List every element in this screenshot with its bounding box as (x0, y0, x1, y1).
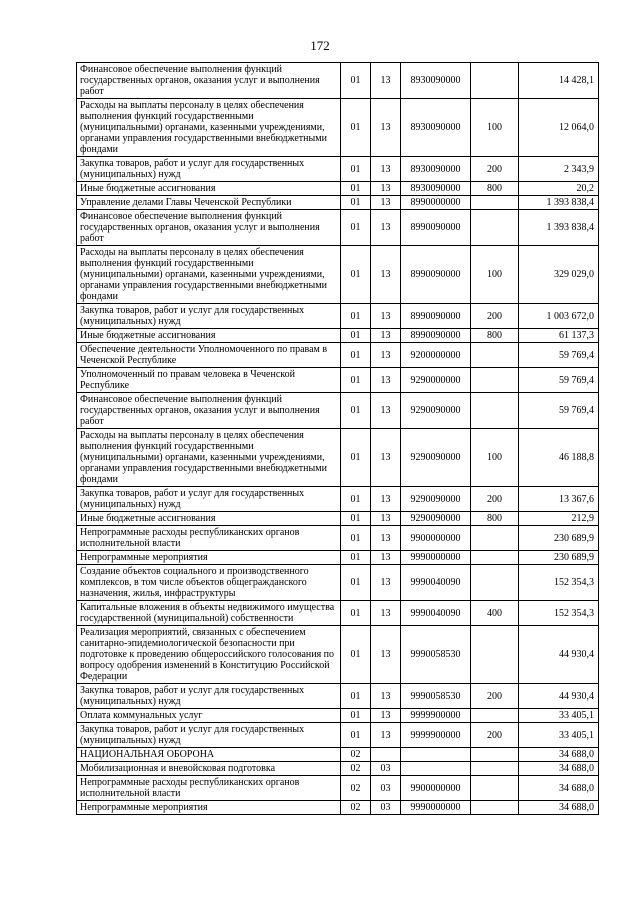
subsection-code-cell: 13 (371, 196, 401, 210)
subsection-code-cell: 13 (371, 487, 401, 512)
expense-type-cell (471, 343, 519, 368)
target-article-cell: 9990040090 (401, 565, 471, 601)
table-row (77, 304, 599, 329)
row-name-cell: Закупка товаров, работ и услуг для государственных (муниципальных) нужд (77, 304, 341, 329)
subsection-code-cell: 13 (371, 99, 401, 157)
row-name-cell: Закупка товаров, работ и услуг для государственных (муниципальных) нужд (77, 684, 341, 709)
table-row (77, 196, 599, 210)
expense-type-cell: 800 (471, 182, 519, 196)
section-code-cell: 01 (341, 329, 371, 343)
row-name-cell: Иные бюджетные ассигнования (77, 512, 341, 526)
expense-type-cell (471, 368, 519, 393)
subsection-code-cell: 13 (371, 565, 401, 601)
target-article-cell: 8930090000 (401, 99, 471, 157)
amount-cell: 46 188,8 (519, 429, 599, 487)
row-name-cell: Непрограммные расходы республиканских органов исполнительной власти (77, 776, 341, 801)
amount-cell: 12 064,0 (519, 99, 599, 157)
row-name-cell: Управление делами Главы Чеченской Республики (77, 196, 341, 210)
target-article-cell: 9990058530 (401, 684, 471, 709)
table-row (77, 329, 599, 343)
subsection-code-cell: 13 (371, 157, 401, 182)
amount-cell: 230 689,9 (519, 551, 599, 565)
amount-cell: 329 029,0 (519, 246, 599, 304)
amount-cell: 152 354,3 (519, 565, 599, 601)
section-code-cell: 01 (341, 393, 371, 429)
row-name-cell: Расходы на выплаты персоналу в целях обеспечения выполнения функций государственными (муниципальными) органами, казенными учреждениями, органами управления государственными внебюджетными фондами (77, 246, 341, 304)
row-name-cell: Финансовое обеспечение выполнения функций государственных органов, оказания услуг и выполнения работ (77, 393, 341, 429)
subsection-code-cell: 13 (371, 551, 401, 565)
table-row (77, 368, 599, 393)
table-row (77, 487, 599, 512)
row-name-cell: Закупка товаров, работ и услуг для государственных (муниципальных) нужд (77, 723, 341, 748)
subsection-code-cell: 13 (371, 246, 401, 304)
amount-cell: 1 393 838,4 (519, 196, 599, 210)
target-article-cell: 8990090000 (401, 246, 471, 304)
subsection-code-cell: 13 (371, 182, 401, 196)
target-article-cell: 8990090000 (401, 329, 471, 343)
section-code-cell: 01 (341, 512, 371, 526)
subsection-code-cell: 03 (371, 801, 401, 815)
amount-cell: 2 343,9 (519, 157, 599, 182)
amount-cell: 59 769,4 (519, 368, 599, 393)
amount-cell: 33 405,1 (519, 723, 599, 748)
expense-type-cell (471, 565, 519, 601)
amount-cell: 212,9 (519, 512, 599, 526)
target-article-cell: 8930090000 (401, 182, 471, 196)
expense-type-cell (471, 626, 519, 684)
target-article-cell: 8990000000 (401, 196, 471, 210)
subsection-code-cell: 13 (371, 343, 401, 368)
subsection-code-cell: 13 (371, 684, 401, 709)
target-article-cell: 9990040090 (401, 601, 471, 626)
amount-cell: 34 688,0 (519, 801, 599, 815)
section-code-cell: 01 (341, 99, 371, 157)
target-article-cell: 9999900000 (401, 723, 471, 748)
target-article-cell: 9200000000 (401, 343, 471, 368)
section-code-cell: 01 (341, 157, 371, 182)
expense-type-cell: 100 (471, 246, 519, 304)
section-code-cell: 01 (341, 343, 371, 368)
table-row (77, 343, 599, 368)
section-code-cell: 01 (341, 551, 371, 565)
table-row (77, 99, 599, 157)
section-code-cell: 01 (341, 601, 371, 626)
subsection-code-cell: 13 (371, 393, 401, 429)
table-row (77, 684, 599, 709)
expense-type-cell: 100 (471, 99, 519, 157)
target-article-cell (401, 748, 471, 762)
target-article-cell: 9900000000 (401, 776, 471, 801)
section-code-cell: 01 (341, 304, 371, 329)
target-article-cell: 9900000000 (401, 526, 471, 551)
target-article-cell: 9999900000 (401, 709, 471, 723)
row-name-cell: НАЦИОНАЛЬНАЯ ОБОРОНА (77, 748, 341, 762)
subsection-code-cell: 13 (371, 304, 401, 329)
section-code-cell: 01 (341, 196, 371, 210)
row-name-cell: Капитальные вложения в объекты недвижимого имущества государственной (муниципальной) собственности (77, 601, 341, 626)
amount-cell: 34 688,0 (519, 776, 599, 801)
table-row (77, 512, 599, 526)
row-name-cell: Создание объектов социального и производственного комплексов, в том числе объектов общегражданского назначения, жилья, инфраструктуры (77, 565, 341, 601)
row-name-cell: Непрограммные расходы республиканских органов исполнительной власти (77, 526, 341, 551)
amount-cell: 230 689,9 (519, 526, 599, 551)
amount-cell: 1 003 672,0 (519, 304, 599, 329)
amount-cell: 20,2 (519, 182, 599, 196)
target-article-cell: 8990090000 (401, 304, 471, 329)
row-name-cell: Иные бюджетные ассигнования (77, 329, 341, 343)
expense-type-cell (471, 801, 519, 815)
expense-type-cell: 200 (471, 304, 519, 329)
amount-cell: 59 769,4 (519, 343, 599, 368)
target-article-cell: 9990000000 (401, 551, 471, 565)
expense-type-cell (471, 393, 519, 429)
section-code-cell: 01 (341, 246, 371, 304)
table-row (77, 157, 599, 182)
row-name-cell: Оплата коммунальных услуг (77, 709, 341, 723)
row-name-cell: Непрограммные мероприятия (77, 551, 341, 565)
amount-cell: 34 688,0 (519, 748, 599, 762)
subsection-code-cell: 13 (371, 512, 401, 526)
table-row (77, 526, 599, 551)
subsection-code-cell: 13 (371, 601, 401, 626)
expense-type-cell (471, 63, 519, 99)
table-row (77, 723, 599, 748)
target-article-cell: 9290000000 (401, 368, 471, 393)
expense-type-cell: 400 (471, 601, 519, 626)
table-row (77, 601, 599, 626)
subsection-code-cell: 13 (371, 626, 401, 684)
section-code-cell: 02 (341, 801, 371, 815)
row-name-cell: Уполномоченный по правам человека в Чеченской Республике (77, 368, 341, 393)
target-article-cell: 9290090000 (401, 429, 471, 487)
expense-type-cell (471, 776, 519, 801)
section-code-cell: 02 (341, 762, 371, 776)
subsection-code-cell: 03 (371, 762, 401, 776)
amount-cell: 152 354,3 (519, 601, 599, 626)
table-row (77, 776, 599, 801)
expense-type-cell (471, 762, 519, 776)
amount-cell: 14 428,1 (519, 63, 599, 99)
target-article-cell: 9290090000 (401, 487, 471, 512)
section-code-cell: 01 (341, 723, 371, 748)
row-name-cell: Непрограммные мероприятия (77, 801, 341, 815)
subsection-code-cell (371, 748, 401, 762)
section-code-cell: 01 (341, 684, 371, 709)
section-code-cell: 01 (341, 182, 371, 196)
table-row (77, 63, 599, 99)
section-code-cell: 02 (341, 776, 371, 801)
subsection-code-cell: 13 (371, 329, 401, 343)
target-article-cell: 8930090000 (401, 63, 471, 99)
expense-type-cell: 200 (471, 157, 519, 182)
amount-cell: 44 930,4 (519, 684, 599, 709)
row-name-cell: Финансовое обеспечение выполнения функций государственных органов, оказания услуг и выполнения работ (77, 63, 341, 99)
row-name-cell: Закупка товаров, работ и услуг для государственных (муниципальных) нужд (77, 487, 341, 512)
subsection-code-cell: 13 (371, 723, 401, 748)
section-code-cell: 02 (341, 748, 371, 762)
section-code-cell: 01 (341, 368, 371, 393)
row-name-cell: Иные бюджетные ассигнования (77, 182, 341, 196)
section-code-cell: 01 (341, 526, 371, 551)
section-code-cell: 01 (341, 565, 371, 601)
target-article-cell: 9990000000 (401, 801, 471, 815)
target-article-cell: 9290090000 (401, 393, 471, 429)
subsection-code-cell: 13 (371, 63, 401, 99)
section-code-cell: 01 (341, 626, 371, 684)
subsection-code-cell: 13 (371, 210, 401, 246)
amount-cell: 1 393 838,4 (519, 210, 599, 246)
table-row (77, 709, 599, 723)
expense-type-cell (471, 526, 519, 551)
budget-table-body (77, 63, 599, 815)
row-name-cell: Закупка товаров, работ и услуг для государственных (муниципальных) нужд (77, 157, 341, 182)
table-row (77, 393, 599, 429)
section-code-cell: 01 (341, 63, 371, 99)
table-row (77, 565, 599, 601)
target-article-cell (401, 762, 471, 776)
row-name-cell: Расходы на выплаты персоналу в целях обеспечения выполнения функций государственными (муниципальными) органами, казенными учреждениями, органами управления государственными внебюджетными фондами (77, 99, 341, 157)
section-code-cell: 01 (341, 429, 371, 487)
target-article-cell: 8990090000 (401, 210, 471, 246)
subsection-code-cell: 13 (371, 709, 401, 723)
row-name-cell: Обеспечение деятельности Уполномоченного по правам в Чеченской Республике (77, 343, 341, 368)
expense-type-cell (471, 196, 519, 210)
table-row (77, 748, 599, 762)
expense-type-cell: 100 (471, 429, 519, 487)
target-article-cell: 9290090000 (401, 512, 471, 526)
amount-cell: 61 137,3 (519, 329, 599, 343)
subsection-code-cell: 03 (371, 776, 401, 801)
section-code-cell: 01 (341, 709, 371, 723)
page-number: 172 (310, 38, 330, 53)
table-row (77, 762, 599, 776)
expense-type-cell (471, 551, 519, 565)
table-row (77, 210, 599, 246)
budget-table (76, 62, 599, 815)
table-row (77, 551, 599, 565)
expense-type-cell: 200 (471, 684, 519, 709)
target-article-cell: 8930090000 (401, 157, 471, 182)
target-article-cell: 9990058530 (401, 626, 471, 684)
subsection-code-cell: 13 (371, 526, 401, 551)
amount-cell: 33 405,1 (519, 709, 599, 723)
row-name-cell: Финансовое обеспечение выполнения функций государственных органов, оказания услуг и выполнения работ (77, 210, 341, 246)
table-row (77, 246, 599, 304)
expense-type-cell (471, 709, 519, 723)
expense-type-cell: 200 (471, 487, 519, 512)
row-name-cell: Мобилизационная и вневойсковая подготовка (77, 762, 341, 776)
expense-type-cell (471, 210, 519, 246)
row-name-cell: Реализация мероприятий, связанных с обеспечением санитарно-эпидемиологической безопасности при подготовке к проведению общероссийского голосования по вопросу одобрения изменений в Конституцию Российской Федерации (77, 626, 341, 684)
expense-type-cell: 200 (471, 723, 519, 748)
section-code-cell: 01 (341, 210, 371, 246)
table-row (77, 429, 599, 487)
section-code-cell: 01 (341, 487, 371, 512)
expense-type-cell: 800 (471, 329, 519, 343)
amount-cell: 13 367,6 (519, 487, 599, 512)
table-row (77, 801, 599, 815)
amount-cell: 34 688,0 (519, 762, 599, 776)
row-name-cell: Расходы на выплаты персоналу в целях обеспечения выполнения функций государственными (муниципальными) органами, казенными учреждениями, органами управления государственными внебюджетными фондами (77, 429, 341, 487)
amount-cell: 44 930,4 (519, 626, 599, 684)
amount-cell: 59 769,4 (519, 393, 599, 429)
subsection-code-cell: 13 (371, 429, 401, 487)
table-row (77, 626, 599, 684)
subsection-code-cell: 13 (371, 368, 401, 393)
expense-type-cell: 800 (471, 512, 519, 526)
table-row (77, 182, 599, 196)
expense-type-cell (471, 748, 519, 762)
